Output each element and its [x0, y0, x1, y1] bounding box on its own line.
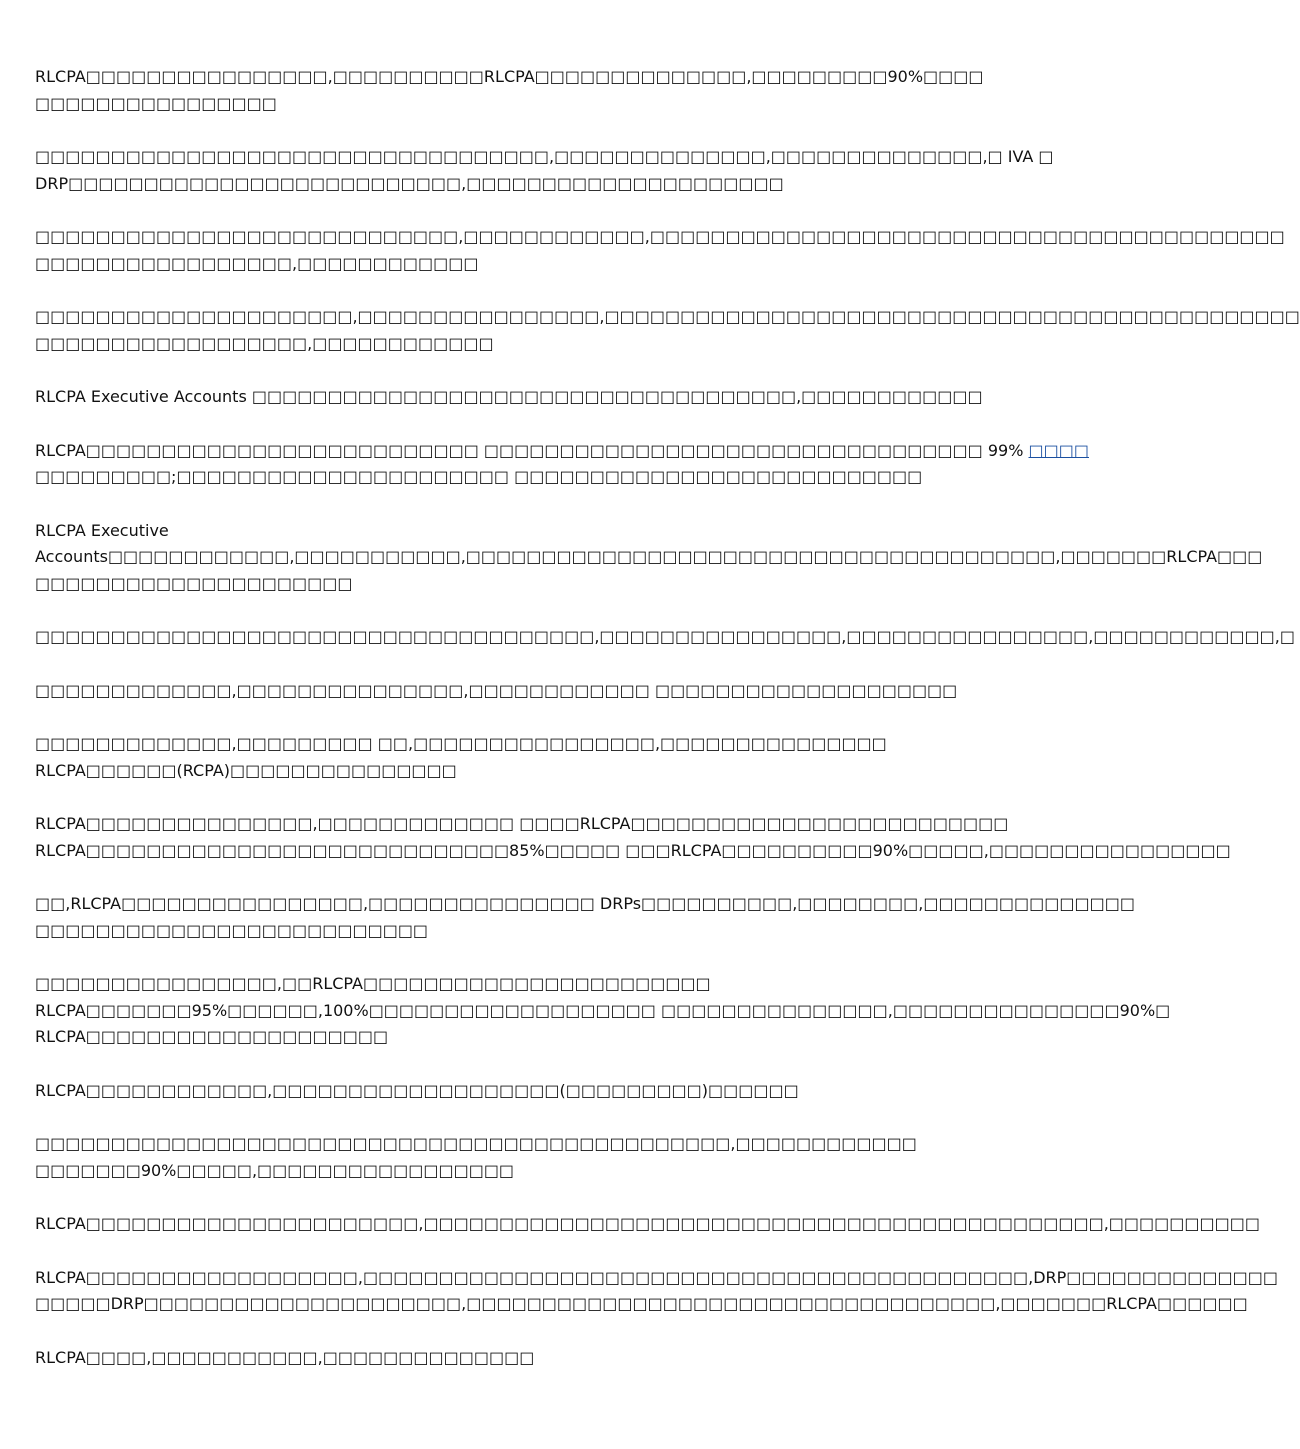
paragraph-16: [35, 1211, 1260, 1238]
document-body: [35, 64, 1300, 1404]
text-line: □□□□□□□□□□□□□□□□□□□□□,□□□□□□□□□□□□□□□□,□□□□□□□□□□□□□□□□□□□□□□□□□□□□□□□□□□□□□□□□□□□□□□: [35, 307, 1300, 326]
text-line: □□□□□□□□□□□□□,□□□□□□□□□□□□□□□,□□□□□□□□□□□□ □□□□□□□□□□□□□□□□□□□□: [35, 680, 958, 700]
text-line: RLCPA□□□□□□□□□□□□□□□□□□,□□□□□□□□□□□□□□□□□□□□□□□□□□□□□□□□□□□□□□□□□□□□,DRP□□□□□□□□□□□□□□: [35, 1267, 1278, 1287]
text-line: □□□□□DRP□□□□□□□□□□□□□□□□□□□□□,□□□□□□□□□□□□□□□□□□□□□□□□□□□□□□□□□□□,□□□□□□□RLCPA□□□□□□: [35, 1294, 1248, 1313]
paragraph-5: [35, 384, 990, 411]
text-line: RLCPA Executive: [35, 520, 169, 540]
text-line: RLCPA□□□□,□□□□□□□□□□□,□□□□□□□□□□□□□□: [35, 1347, 535, 1367]
text-line: DRP□□□□□□□□□□□□□□□□□□□□□□□□□□,□□□□□□□□□□□□□□□□□□□□□: [35, 173, 784, 193]
text-line: RLCPA Executive Accounts □□□□□□□□□□□□□□□□□□□□□□□□□□□□□□□□□□□□,□□□□□□□□□□□□: [35, 387, 983, 406]
paragraph-9: [35, 678, 990, 705]
text-line-with-link: [35, 438, 1089, 465]
text-line: □□□□□□□□□□□□□□□□□□□□□□□□□□□□□□□□□□□□□□□□□□□□□□,□□□□□□□□□□□□: [35, 1134, 917, 1153]
paragraph-2: [35, 144, 1054, 197]
text-line: □□□□□□□□□;□□□□□□□□□□□□□□□□□□□□□□ □□□□□□□□□□□□□□□□□□□□□□□□□□□: [35, 467, 923, 486]
text-line: □□□□□□□90%□□□□□,□□□□□□□□□□□□□□□□□: [35, 1160, 515, 1180]
paragraph-17: [35, 1265, 1278, 1318]
paragraph-13: [35, 971, 1171, 1051]
text-line: RLCPA□□□□□□□□□□□□,□□□□□□□□□□□□□□□□□□□(□□□□□□□□□)□□□□□□: [35, 1080, 799, 1100]
paragraph-10: [35, 731, 990, 784]
text-line: □□□□□□□□□□□□□□□□□□□□□□□□□□□□□□□□□□,□□□□□□□□□□□□□□,□□□□□□□□□□□□□□,□ IVA □: [35, 147, 1054, 166]
paragraph-14: [35, 1078, 990, 1105]
text-line: □□□□□□□□□□□□□□□□□□□□□□□□□□□□,□□□□□□□□□□□□,□□□□□□□□□□□□□□□□□□□□□□□□□□□□□□□□□□□□□□□□□□: [35, 227, 1285, 246]
text-line: RLCPA□□□□□□□95%□□□□□□,100%□□□□□□□□□□□□□□□□□□□ □□□□□□□□□□□□□□□,□□□□□□□□□□□□□□□90%□: [35, 1000, 1171, 1020]
paragraph-18: [35, 1345, 990, 1372]
text-line: □□□□□□□□□□□□□□□□: [35, 93, 277, 113]
text-line: RLCPA□□□□□□□□□□□□□□□□□□□□□□,□□□□□□□□□□□□□□□□□□□□□□□□□□□□□□□□□□□□□□□□□□□□□,□□□□□□□□□□: [35, 1214, 1260, 1233]
text-line: □□□□□□□□□□□□□□□□□,□□□□□□□□□□□□: [35, 253, 479, 273]
text-line: □□,RLCPA□□□□□□□□□□□□□□□□,□□□□□□□□□□□□□□□ DRPs□□□□□□□□□□,□□□□□□□□,□□□□□□□□□□□□□□: [35, 894, 1135, 913]
text-line: RLCPA□□□□□□□□□□□□□□□□,□□□□□□□□□□RLCPA□□□□□□□□□□□□□□,□□□□□□□□□90%□□□□: [35, 67, 984, 86]
text-line: □□□□□□□□□□□□□□□□□□□□□: [35, 573, 353, 593]
text-line: □□□□□□□□□□□□□□□□□□,□□□□□□□□□□□□: [35, 333, 494, 353]
text-line: □□□□□□□□□□□□□,□□□□□□□□□ □□,□□□□□□□□□□□□□□□□,□□□□□□□□□□□□□□□: [35, 734, 887, 753]
text-line: RLCPA□□□□□□□□□□□□□□□□□□□□□□□□□□□□85%□□□□□ □□□RLCPA□□□□□□□□□□90%□□□□□,□□□□□□□□□□□□□□□□: [35, 840, 1231, 860]
text-line: □□□□□□□□□□□□□□□□□□□□□□□□□□□□□□□□□□□□□,□□□□□□□□□□□□□□□□,□□□□□□□□□□□□□□□□,□□□□□□□□□□□□,□: [35, 627, 1295, 646]
paragraph-11: [35, 811, 1231, 864]
paragraph-15: [35, 1131, 990, 1184]
paragraph-1: [35, 64, 990, 117]
text-line: RLCPA□□□□□□□□□□□□□□□□□□□□□□□□□□ □□□□□□□□□□□□□□□□□□□□□□□□□□□□□□□□□ 99%: [35, 440, 1029, 460]
text-line: Accounts□□□□□□□□□□□□,□□□□□□□□□□□,□□□□□□□□□□□□□□□□□□□□□□□□□□□□□□□□□□□□□□□,□□□□□□□RLCPA□□□: [35, 547, 1263, 566]
text-line: RLCPA□□□□□□□□□□□□□□□,□□□□□□□□□□□□□ □□□□RLCPA□□□□□□□□□□□□□□□□□□□□□□□□□: [35, 814, 1009, 833]
text-line: RLCPA□□□□□□(RCPA)□□□□□□□□□□□□□□□: [35, 760, 457, 780]
paragraph-8: [35, 624, 1295, 651]
inline-link[interactable]: □□□□: [1028, 440, 1089, 460]
text-line: □□□□□□□□□□□□□□□□□□□□□□□□□□: [35, 920, 429, 940]
paragraph-12: [35, 891, 1135, 944]
paragraph-3: [35, 224, 1285, 277]
text-line: □□□□□□□□□□□□□□□□,□□RLCPA□□□□□□□□□□□□□□□□□□□□□□□: [35, 974, 711, 993]
paragraph-6: [35, 438, 1089, 491]
text-line: RLCPA□□□□□□□□□□□□□□□□□□□□: [35, 1027, 389, 1046]
paragraph-4: [35, 304, 1300, 357]
paragraph-7: [35, 518, 1263, 598]
